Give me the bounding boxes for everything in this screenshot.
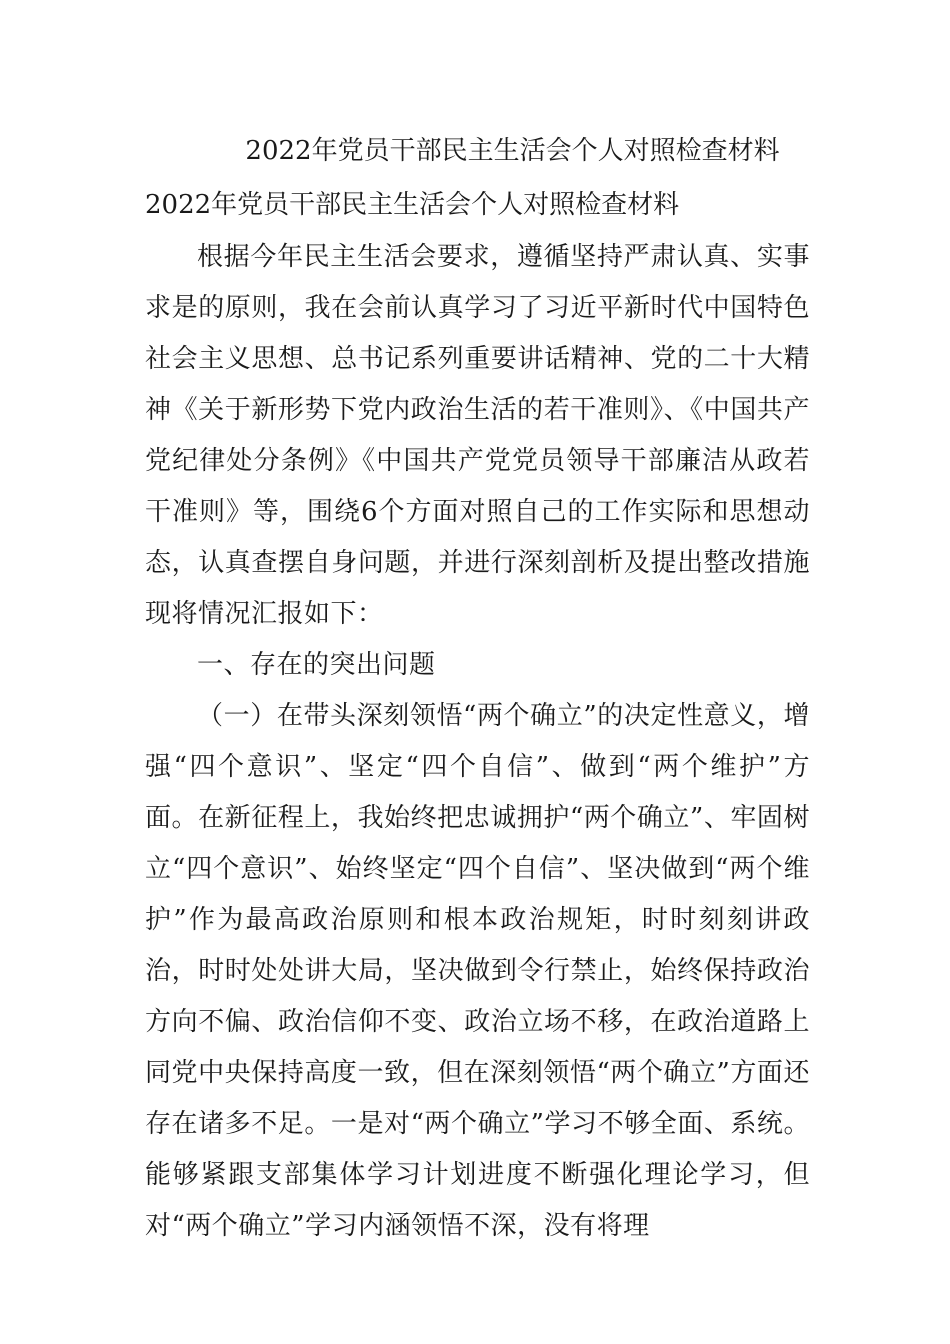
- document-subtitle: 2022年党员干部民主生活会个人对照检查材料: [145, 190, 680, 220]
- document-title: 2022年党员干部民主生活会个人对照检查材料: [245, 136, 780, 166]
- intro-paragraph: 根据今年民主生活会要求，遵循坚持严肃认真、实事求是的原则，我在会前认真学习了习近平新时代中国特色社会主义思想、总书记系列重要讲话精神、党的二十大精神《关于新形势下党内政治生活的若干准则》、《中国共产党纪律处分条例》《中国共产党党员领导干部廉洁从政若干准则》等，围绕6个方面对照自己的工作实际和思想动态，认真查摆自身问题，并进行深刻剖析及提出整改措施现将情况汇报如下：: [145, 242, 810, 629]
- document-body: [145, 124, 810, 1252]
- section-heading: 一、存在的突出问题: [197, 650, 436, 680]
- section-paragraph: （一）在带头深刻领悟“两个确立”的决定性意义，增强“四个意识”、坚定“四个自信”、做到“两个维护”方面。在新征程上，我始终把忠诚拥护“两个确立”、牢固树立“四个意识”、始终坚定“四个自信”、坚决做到“两个维护”作为最高政治原则和根本政治规矩，时时刻刻讲政治，时时处处讲大局，坚决做到令行禁止，始终保持政治方向不偏、政治信仰不变、政治立场不移，在政治道路上同党中央保持高度一致，但在深刻领悟“两个确立”方面还存在诸多不足。一是对“两个确立”学习不够全面、系统。能够紧跟支部集体学习计划进度不断强化理论学习，但对“两个确立”学习内涵领悟不深，没有将理: [145, 701, 810, 1241]
